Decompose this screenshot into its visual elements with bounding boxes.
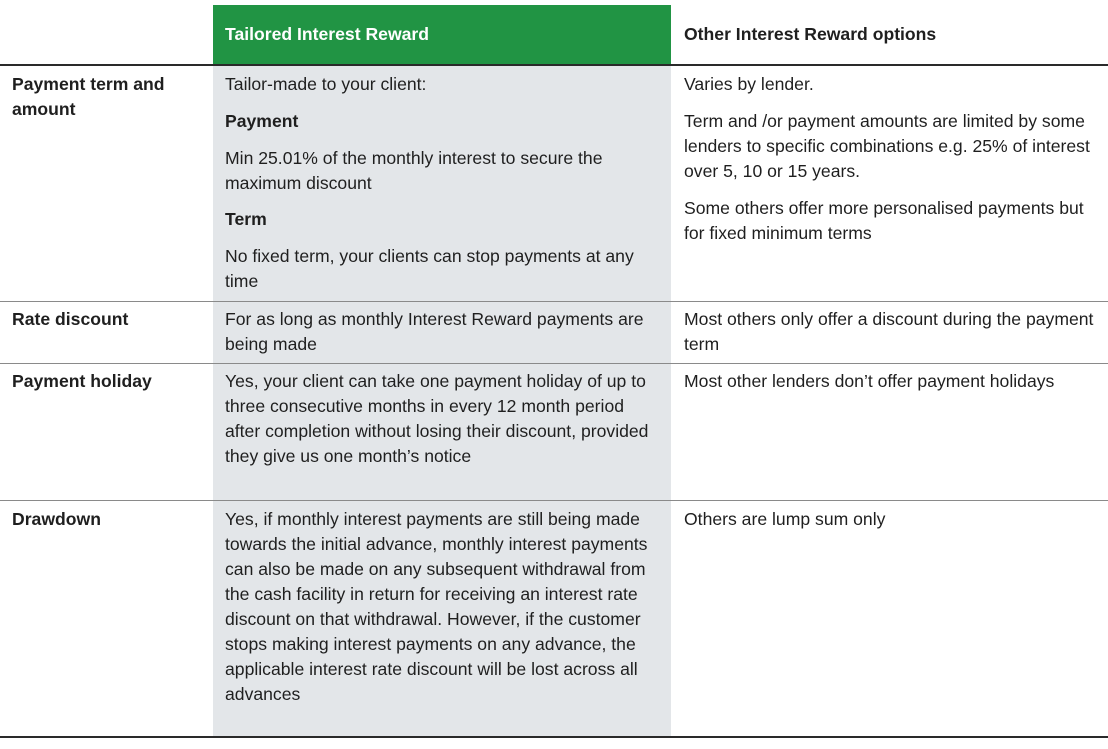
tailored-term-text: No fixed term, your clients can stop payments at any time xyxy=(225,246,634,291)
tailored-intro: Tailor-made to your client: xyxy=(225,74,427,94)
other-rate-discount: Most others only offer a discount during the payment term xyxy=(684,309,1094,354)
tailored-drawdown: Yes, if monthly interest payments are still being made towards the initial advance, monthly interest payments can also be made on any subsequent withdrawal from the cash facility in return for receiving an interest rate discount on that withdrawal. However, if the customer stops making interest payments on any advance, the applicable interest rate discount will be lost across all advances xyxy=(225,509,648,704)
other-header-label: Other Interest Reward options xyxy=(684,24,937,44)
other-payment-term-para-1: Varies by lender. xyxy=(684,74,814,94)
tailored-payment-heading: Payment xyxy=(225,111,299,131)
other-drawdown: Others are lump sum only xyxy=(684,509,886,529)
row-divider-1 xyxy=(0,301,1108,302)
table-bottom-border xyxy=(0,736,1108,738)
row-label-drawdown: Drawdown xyxy=(12,509,101,529)
tailored-payment-text: Min 25.01% of the monthly interest to secure the maximum discount xyxy=(225,148,603,193)
row-label-rate-discount: Rate discount xyxy=(12,309,129,329)
row-label-payment-holiday: Payment holiday xyxy=(12,371,152,391)
other-payment-holiday: Most other lenders don’t offer payment holidays xyxy=(684,371,1055,391)
row-label-payment-term: Payment term and amount xyxy=(12,74,165,119)
tailored-term-heading: Term xyxy=(225,209,267,229)
tailored-rate-discount: For as long as monthly Interest Reward payments are being made xyxy=(225,309,644,354)
header-divider xyxy=(0,64,1108,66)
tailored-payment-holiday: Yes, your client can take one payment holiday of up to three consecutive months in every 12 month period after completion without losing their discount, provided they give us one month’s notice xyxy=(225,371,649,466)
tailored-header-label: Tailored Interest Reward xyxy=(225,24,430,44)
other-payment-term-para-2: Term and /or payment amounts are limited by some lenders to specific combinations e.g. 25% of interest over 5, 10 or 15 years. xyxy=(684,111,1090,181)
other-payment-term-para-3: Some others offer more personalised payments but for fixed minimum terms xyxy=(684,198,1084,243)
row-divider-3 xyxy=(0,500,1108,501)
row-divider-2 xyxy=(0,363,1108,364)
